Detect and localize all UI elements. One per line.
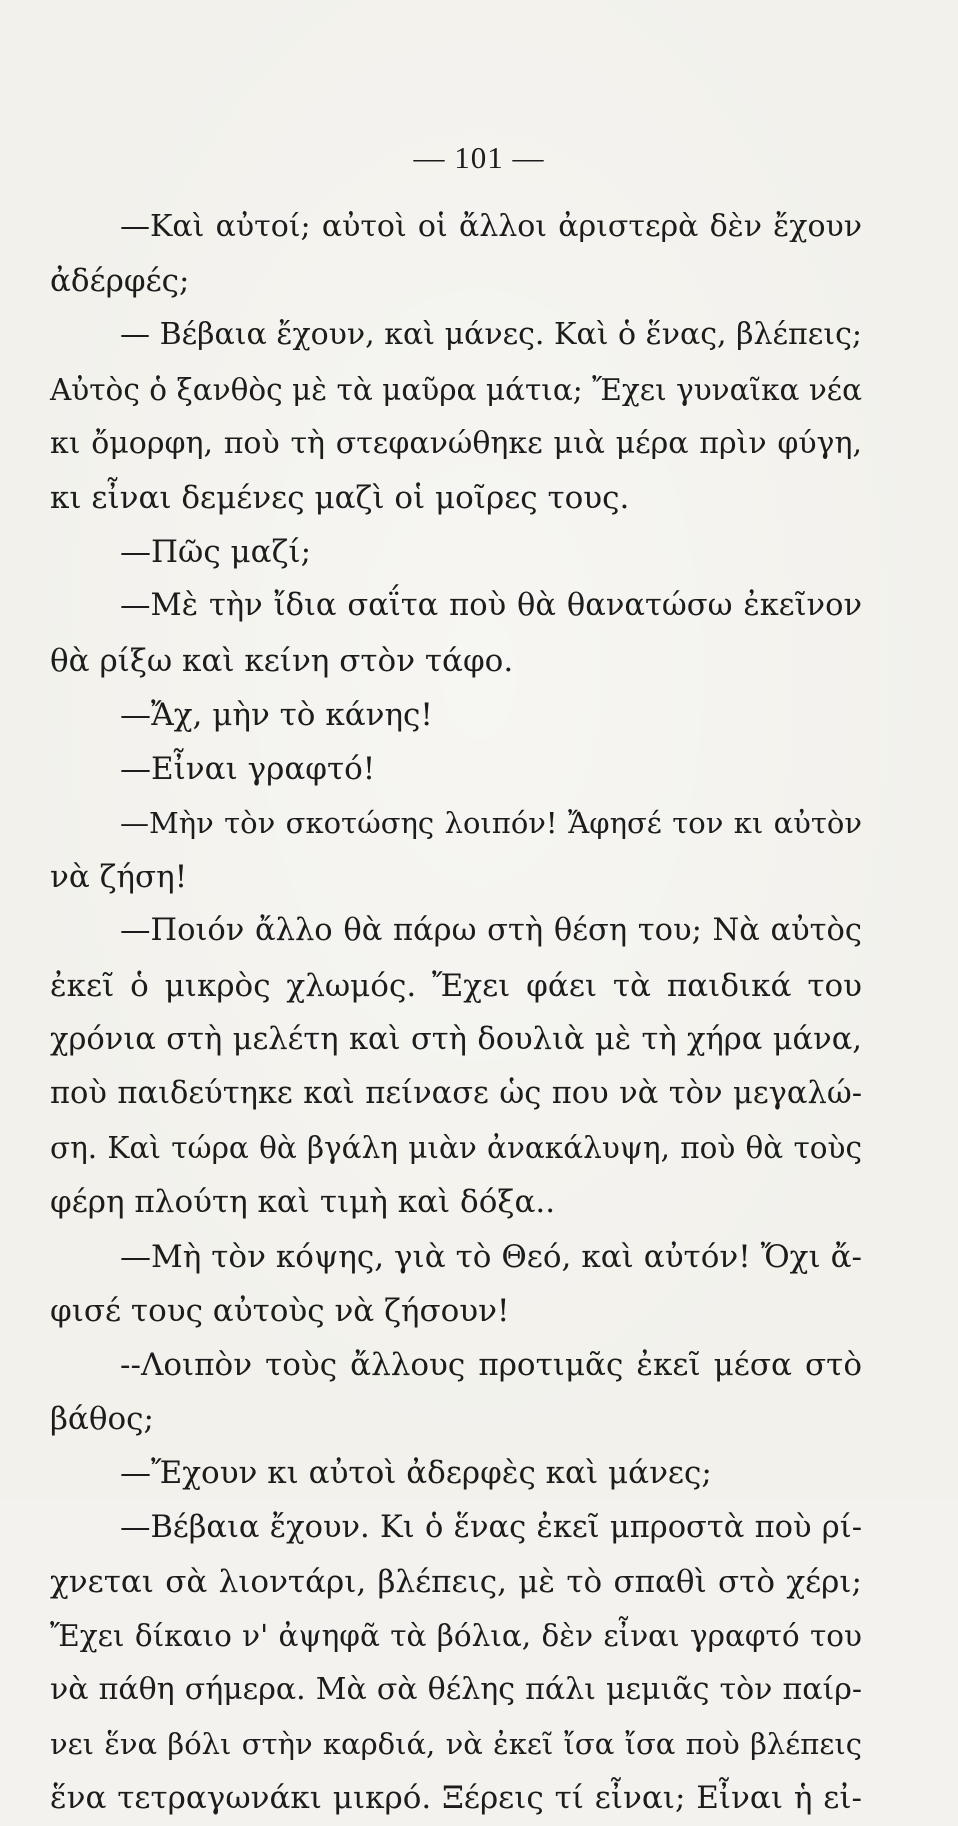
text-line: —Ἄχ, μὴν τὸ κάνης! (120, 696, 433, 733)
text-line: —Μὲ τὴν ἴδια σαΐτα ποὺ θὰ θανατώσω ἐκεῖνον (120, 588, 862, 624)
text-line: βάθος; (50, 1401, 154, 1438)
text-line: νει ἕνα βόλι στὴν καρδιά, νὰ ἐκεῖ ἴσα ἴσα ποὺ βλέπεις (50, 1727, 862, 1762)
page-number: — 101 — (413, 140, 545, 175)
text-line: νὰ ζήση! (50, 859, 188, 896)
text-line: ση. Καὶ τώρα θὰ βγάλη μιὰν ἀνακάλυψη, ποὺ θὰ τοὺς (50, 1131, 862, 1166)
text-line: ποὺ παιδεύτηκε καὶ πείνασε ὡς που νὰ τὸν μεγαλώ- (50, 1076, 862, 1111)
text-line: κι εἶναι δεμένες μαζὶ οἱ μοῖρες τους. (50, 479, 630, 516)
text-line: ἀδέρφές; (50, 263, 190, 300)
text-line: νὰ πάθη σήμερα. Μὰ σὰ θέλης πάλι μεμιᾶς τὸν παίρ- (50, 1672, 862, 1708)
text-line: Αὐτὸς ὁ ξανθὸς μὲ τὰ μαῦρα μάτια; Ἔχει γυναῖκα νέα (50, 372, 862, 407)
text-line: --Λοιπὸν τοὺς ἄλλους προτιμᾶς ἐκεῖ μέσα στὸ (120, 1346, 862, 1383)
text-line: ἐκεῖ ὁ μικρὸς χλωμός. Ἔχει φάει τὰ παιδικά του (50, 967, 862, 1004)
text-line: —Μὴν τὸν σκοτώσης λοιπόν! Ἄφησέ τον κι αὐτὸν (120, 806, 862, 841)
text-line: —Ἔχουν κι αὐτοὶ ἀδερφὲς καὶ μάνες; (120, 1455, 712, 1492)
text-line: — Βέβαια ἔχουν, καὶ μάνες. Καὶ ὁ ἕνας, βλέπεις; (120, 317, 862, 353)
text-line: —Πῶς μαζί; (120, 534, 312, 571)
body-text (50, 200, 862, 1826)
text-line: φισέ τους αὐτοὺς νὰ ζήσουν! (50, 1292, 510, 1329)
text-line: Ἔχει δίκαιο ν' ἀψηφᾶ τὰ βόλια, δὲν εἶναι γραφτό του (50, 1618, 862, 1653)
text-line: φέρη πλούτη καὶ τιμὴ καὶ δόξα.. (50, 1184, 556, 1221)
text-line: θὰ ρίξω καὶ κείνη στὸν τάφο. (50, 642, 514, 679)
text-line: κι ὄμορφη, ποὺ τὴ στεφανώθηκε μιὰ μέρα πρὶν φύγη, (50, 425, 862, 461)
text-line: χνεται σὰ λιοντάρι, βλέπεις, μὲ τὸ σπαθὶ στὸ χέρι; (50, 1563, 862, 1600)
text-line: —Καὶ αὐτοί; αὐτοὶ οἱ ἄλλοι ἀριστερὰ δὲν ἔχουν (120, 209, 862, 244)
text-line: ἕνα τετραγωνάκι μικρό. Ξέρεις τί εἶναι; Εἶναι ἡ εἰ- (50, 1780, 862, 1817)
text-line: —Βέβαια ἔχουν. Κι ὁ ἕνας ἐκεῖ μπροστὰ ποὺ ρί- (120, 1509, 862, 1545)
text-line: —Μὴ τὸν κόψης, γιὰ τὸ Θεό, καὶ αὐτόν! Ὄχι ἄ- (120, 1238, 862, 1275)
text-line: χρόνια στὴ μελέτη καὶ στὴ δουλιὰ μὲ τὴ χήρα μάνα, (50, 1021, 862, 1057)
text-line: —Ποιόν ἄλλο θὰ πάρω στὴ θέση του; Νὰ αὐτὸς (120, 913, 862, 949)
text-line: —Εἶναι γραφτό! (120, 750, 376, 787)
